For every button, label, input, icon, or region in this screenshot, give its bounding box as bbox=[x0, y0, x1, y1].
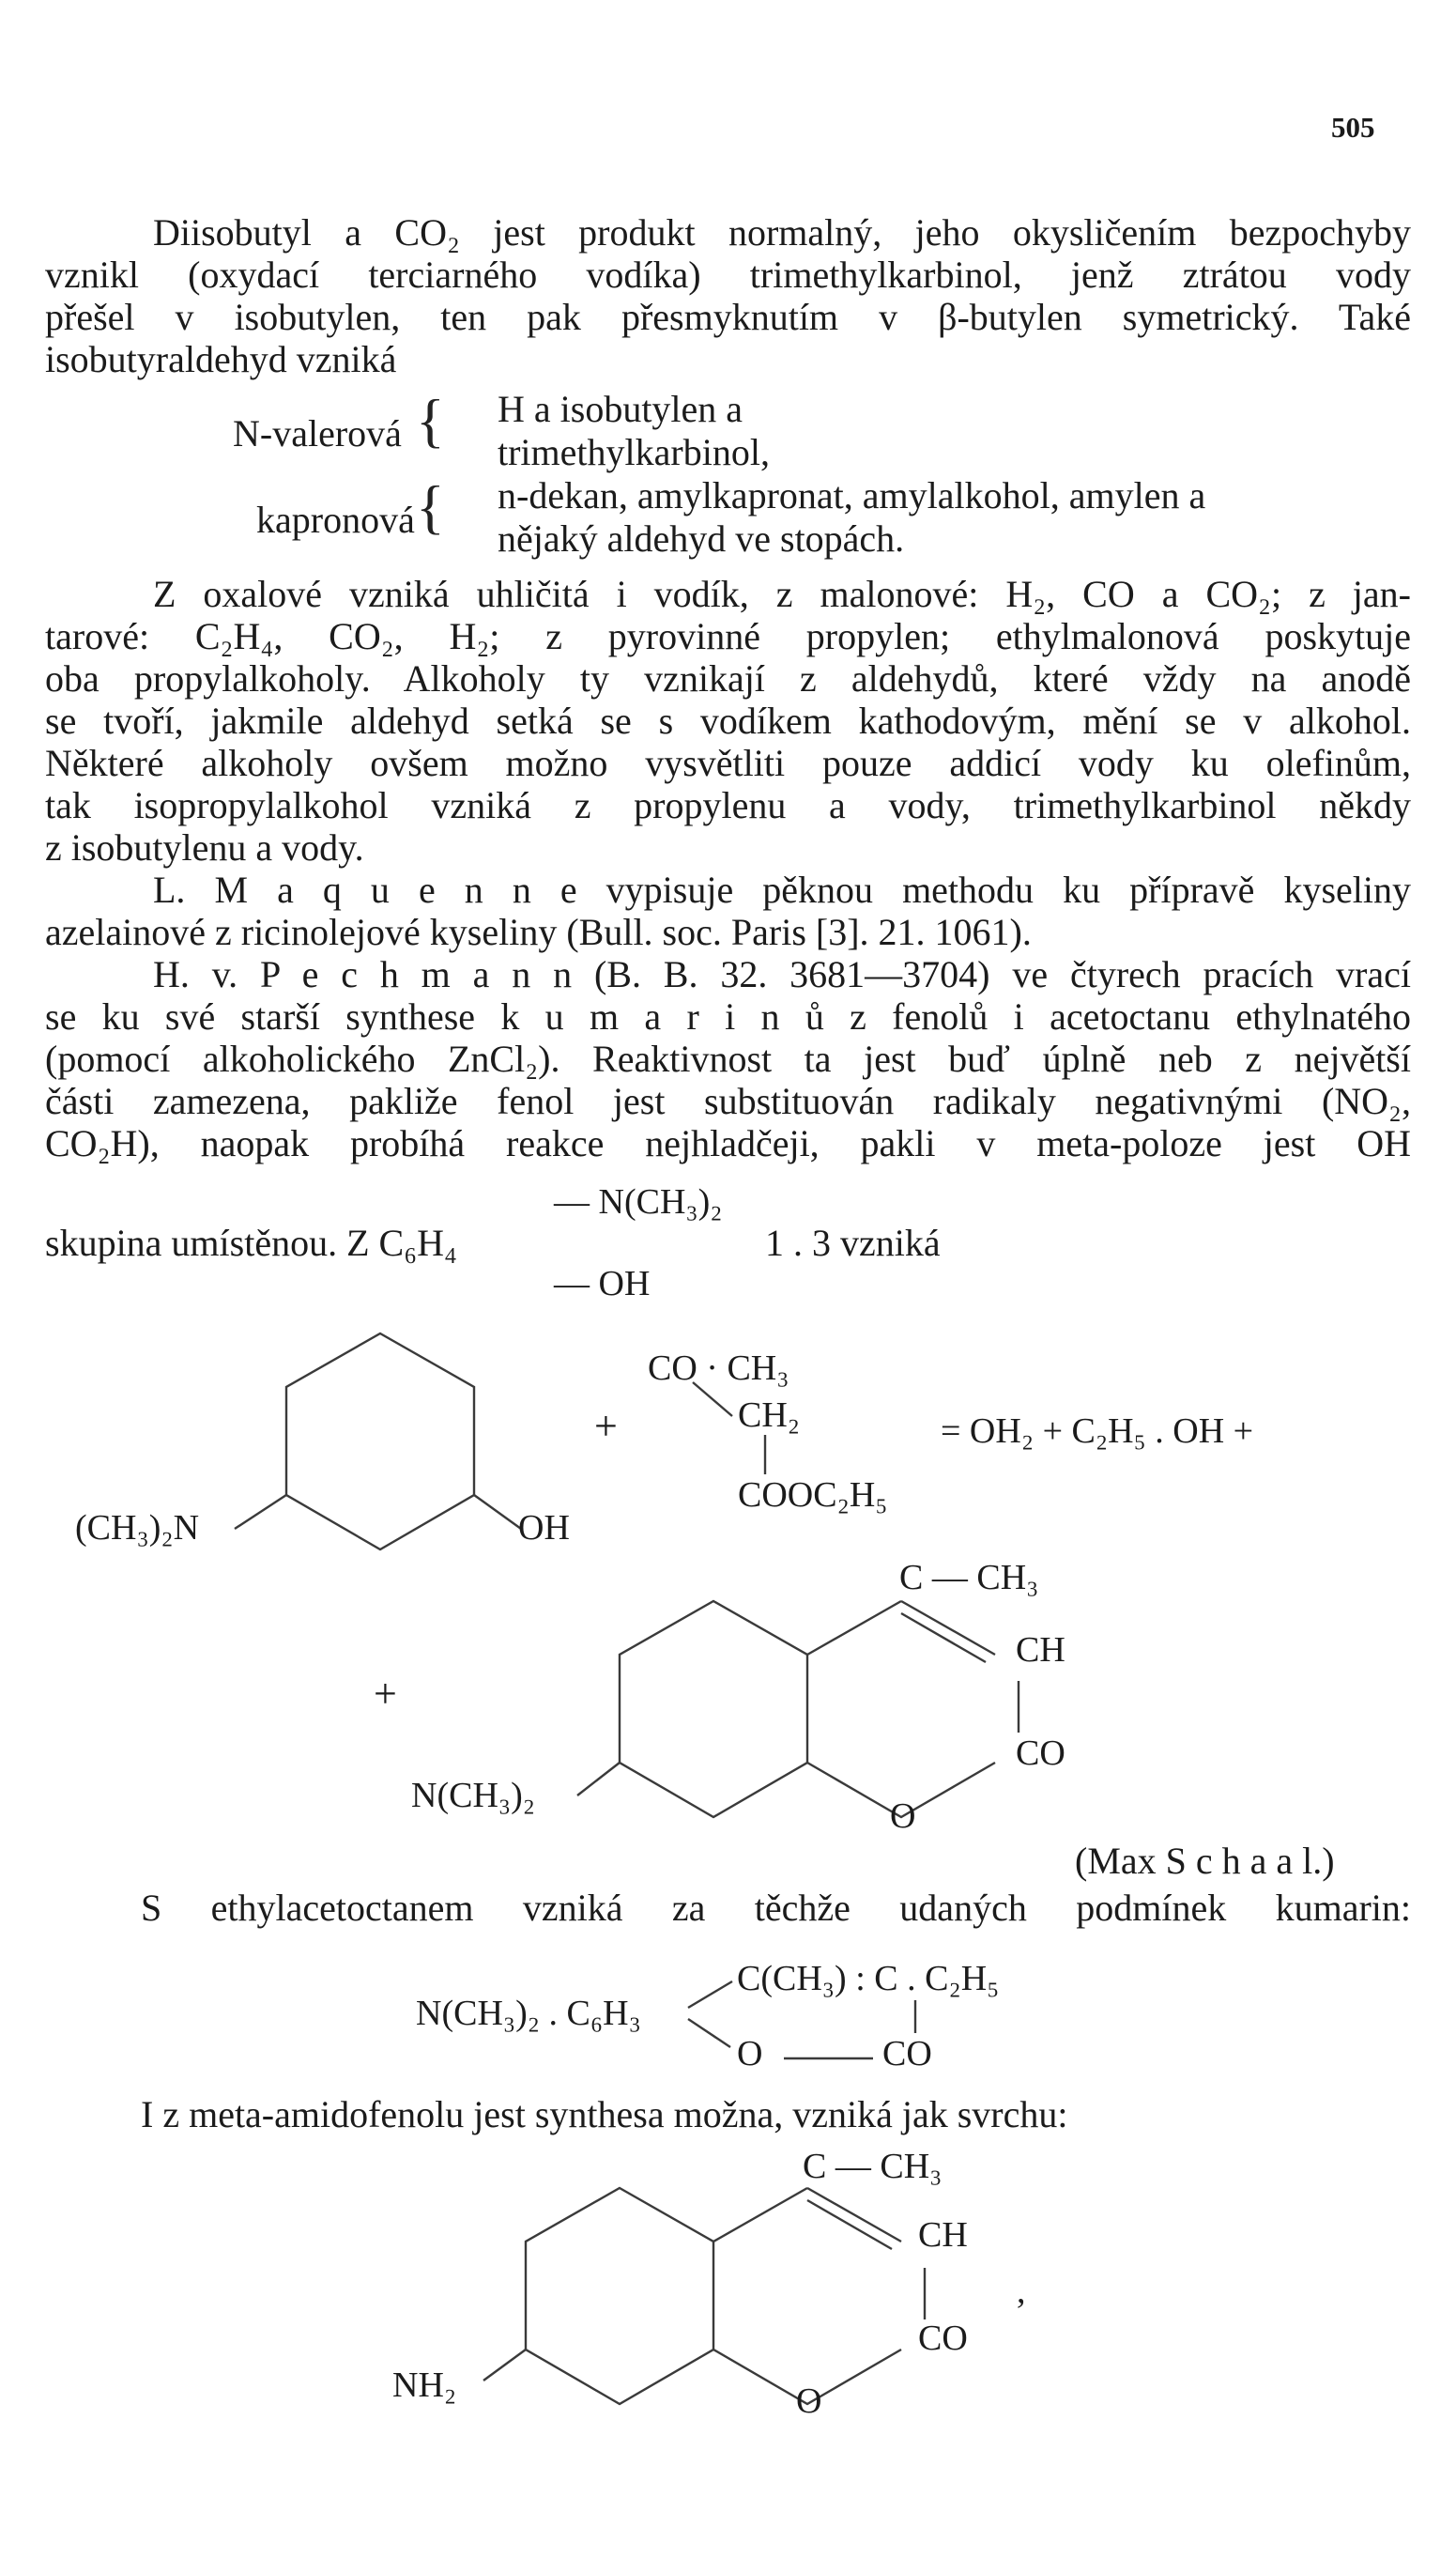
text-line: z isobutylenu a vody. bbox=[45, 826, 364, 869]
text-line: CO₂H), naopak probíhá reakce nejhladčeji, pakli v meta-poloze jest OH bbox=[45, 1122, 1411, 1164]
text-line: I z meta-amidofenolu jest synthesa možna, vzniká jak svrchu: bbox=[141, 2093, 1068, 2135]
text-line: skupina umístěnou. Z C₆H₄ bbox=[45, 1222, 457, 1264]
text-line: isobutyraldehyd vzniká bbox=[45, 338, 397, 380]
text-line: Diisobutyl a CO₂ jest produkt normalný, jeho okysličením bezpochyby bbox=[153, 211, 1411, 254]
ester-carboxyl: COOC₂H₅ bbox=[738, 1475, 888, 1515]
bond-line bbox=[577, 1763, 620, 1795]
text-line: S ethylacetoctanem vzniká za těchže udaných podmínek kumarin: bbox=[141, 1887, 1411, 1929]
reaction-products: = OH₂ + C₂H₅ . OH + bbox=[941, 1411, 1254, 1451]
text-line: Z oxalové vzniká uhličitá i vodík, z malonové: H₂, CO a CO₂; z jan- bbox=[153, 573, 1411, 615]
coumarin-ch: CH bbox=[918, 2215, 968, 2255]
formula-substituent-top: — N(CH₃)₂ bbox=[554, 1182, 723, 1222]
text-line: L. M a q u e n n e vypisuje pěknou methodu ku přípravě kyseliny bbox=[153, 869, 1411, 911]
coumarin-ring-2 bbox=[526, 2188, 925, 2404]
ester-methylene: CH₂ bbox=[738, 1395, 801, 1435]
text-line: Některé alkoholy ovšem možno vysvětliti pouze addicí vody ku olefinům, bbox=[45, 742, 1411, 784]
ester-acetyl: CO · CH₃ bbox=[648, 1348, 789, 1388]
brace-icon: { bbox=[416, 387, 445, 454]
bond-line bbox=[688, 1981, 732, 2008]
comma: , bbox=[1017, 2272, 1026, 2311]
bond-line bbox=[235, 1495, 286, 1529]
text-line: tarové: C₂H₄, CO₂, H₂; z pyrovinné propylen; ethylmalonová poskytuje bbox=[45, 615, 1411, 657]
acid-product-line: n-dekan, amylkapronat, amylalkohol, amylen a bbox=[498, 474, 1206, 516]
acid-product-line: H a isobutylen a bbox=[498, 388, 743, 430]
coumarin-methyl: C — CH₃ bbox=[899, 1558, 1039, 1597]
text-line: (pomocí alkoholického ZnCl₂). Reaktivnost ta jest buď úplně neb z největší bbox=[45, 1038, 1411, 1080]
text-line: oba propylalkoholy. Alkoholy ty vznikají z aldehydů, které vždy na anodě bbox=[45, 657, 1411, 700]
bond-line bbox=[474, 1495, 521, 1529]
acid-product-line: nějaký aldehyd ve stopách. bbox=[498, 517, 905, 560]
benzene-ring bbox=[286, 1333, 474, 1549]
formula-top: C(CH₃) : C . C₂H₅ bbox=[737, 1959, 1000, 1998]
bond-line bbox=[688, 2019, 730, 2047]
acid-product-line: trimethylkarbinol, bbox=[498, 431, 770, 473]
formula-left: N(CH₃)₂ . C₆H₃ bbox=[416, 1994, 641, 2033]
brace-icon: { bbox=[416, 473, 445, 540]
plus-sign: + bbox=[594, 1403, 618, 1449]
bond-line bbox=[483, 2350, 526, 2381]
coumarin-ch: CH bbox=[1016, 1630, 1065, 1670]
coumarin-oxygen: O bbox=[890, 1796, 916, 1836]
text-line: přešel v isobutylen, ten pak přesmyknutím v β-butylen symetrický. Také bbox=[45, 296, 1411, 338]
plus-sign: + bbox=[374, 1671, 397, 1717]
text-line: H. v. P e c h m a n n (B. B. 32. 3681—3704) ve čtyrech pracích vrací bbox=[153, 953, 1411, 995]
coumarin-co: CO bbox=[1016, 1734, 1065, 1773]
coumarin-substituent: N(CH₃)₂ bbox=[411, 1776, 536, 1815]
amino-substituent: NH₂ bbox=[392, 2365, 457, 2405]
text-line: 1 . 3 vzniká bbox=[765, 1222, 941, 1264]
text-line: části zamezena, pakliže fenol jest substituován radikaly negativnými (NO₂, bbox=[45, 1080, 1411, 1122]
acid-name: N-valerová bbox=[233, 412, 402, 455]
phenol-oh: OH bbox=[518, 1508, 570, 1548]
formula-bottom-carbonyl: CO bbox=[882, 2034, 932, 2073]
coumarin-oxygen: O bbox=[796, 2381, 822, 2421]
page-number: 505 bbox=[1331, 111, 1375, 144]
formula-substituent-bottom: — OH bbox=[554, 1264, 651, 1303]
text-line: se ku své starší synthese k u m a r i n ů z fenolů i acetoctanu ethylnatého bbox=[45, 995, 1411, 1038]
text-line: tak isopropylalkohol vzniká z propylenu a vody, trimethylkarbinol někdy bbox=[45, 784, 1411, 826]
coumarin-ring bbox=[620, 1601, 1019, 1817]
author-citation: (Max S c h a a l.) bbox=[1075, 1840, 1335, 1882]
formula-bottom-oxygen: O bbox=[737, 2034, 763, 2073]
phenol-substituent: (CH₃)₂N bbox=[75, 1508, 200, 1548]
text-line: azelainové z ricinolejové kyseliny (Bull. soc. Paris [3]. 21. 1061). bbox=[45, 911, 1032, 953]
text-line: vznikl (oxydací terciarného vodíka) trimethylkarbinol, jenž ztrátou vody bbox=[45, 254, 1411, 296]
text-line: se tvoří, jakmile aldehyd setká se s vodíkem kathodovým, mění se v alkohol. bbox=[45, 700, 1411, 742]
coumarin-methyl: C — CH₃ bbox=[803, 2147, 943, 2186]
acid-name: kapronová bbox=[256, 499, 415, 541]
coumarin-co: CO bbox=[918, 2319, 968, 2358]
